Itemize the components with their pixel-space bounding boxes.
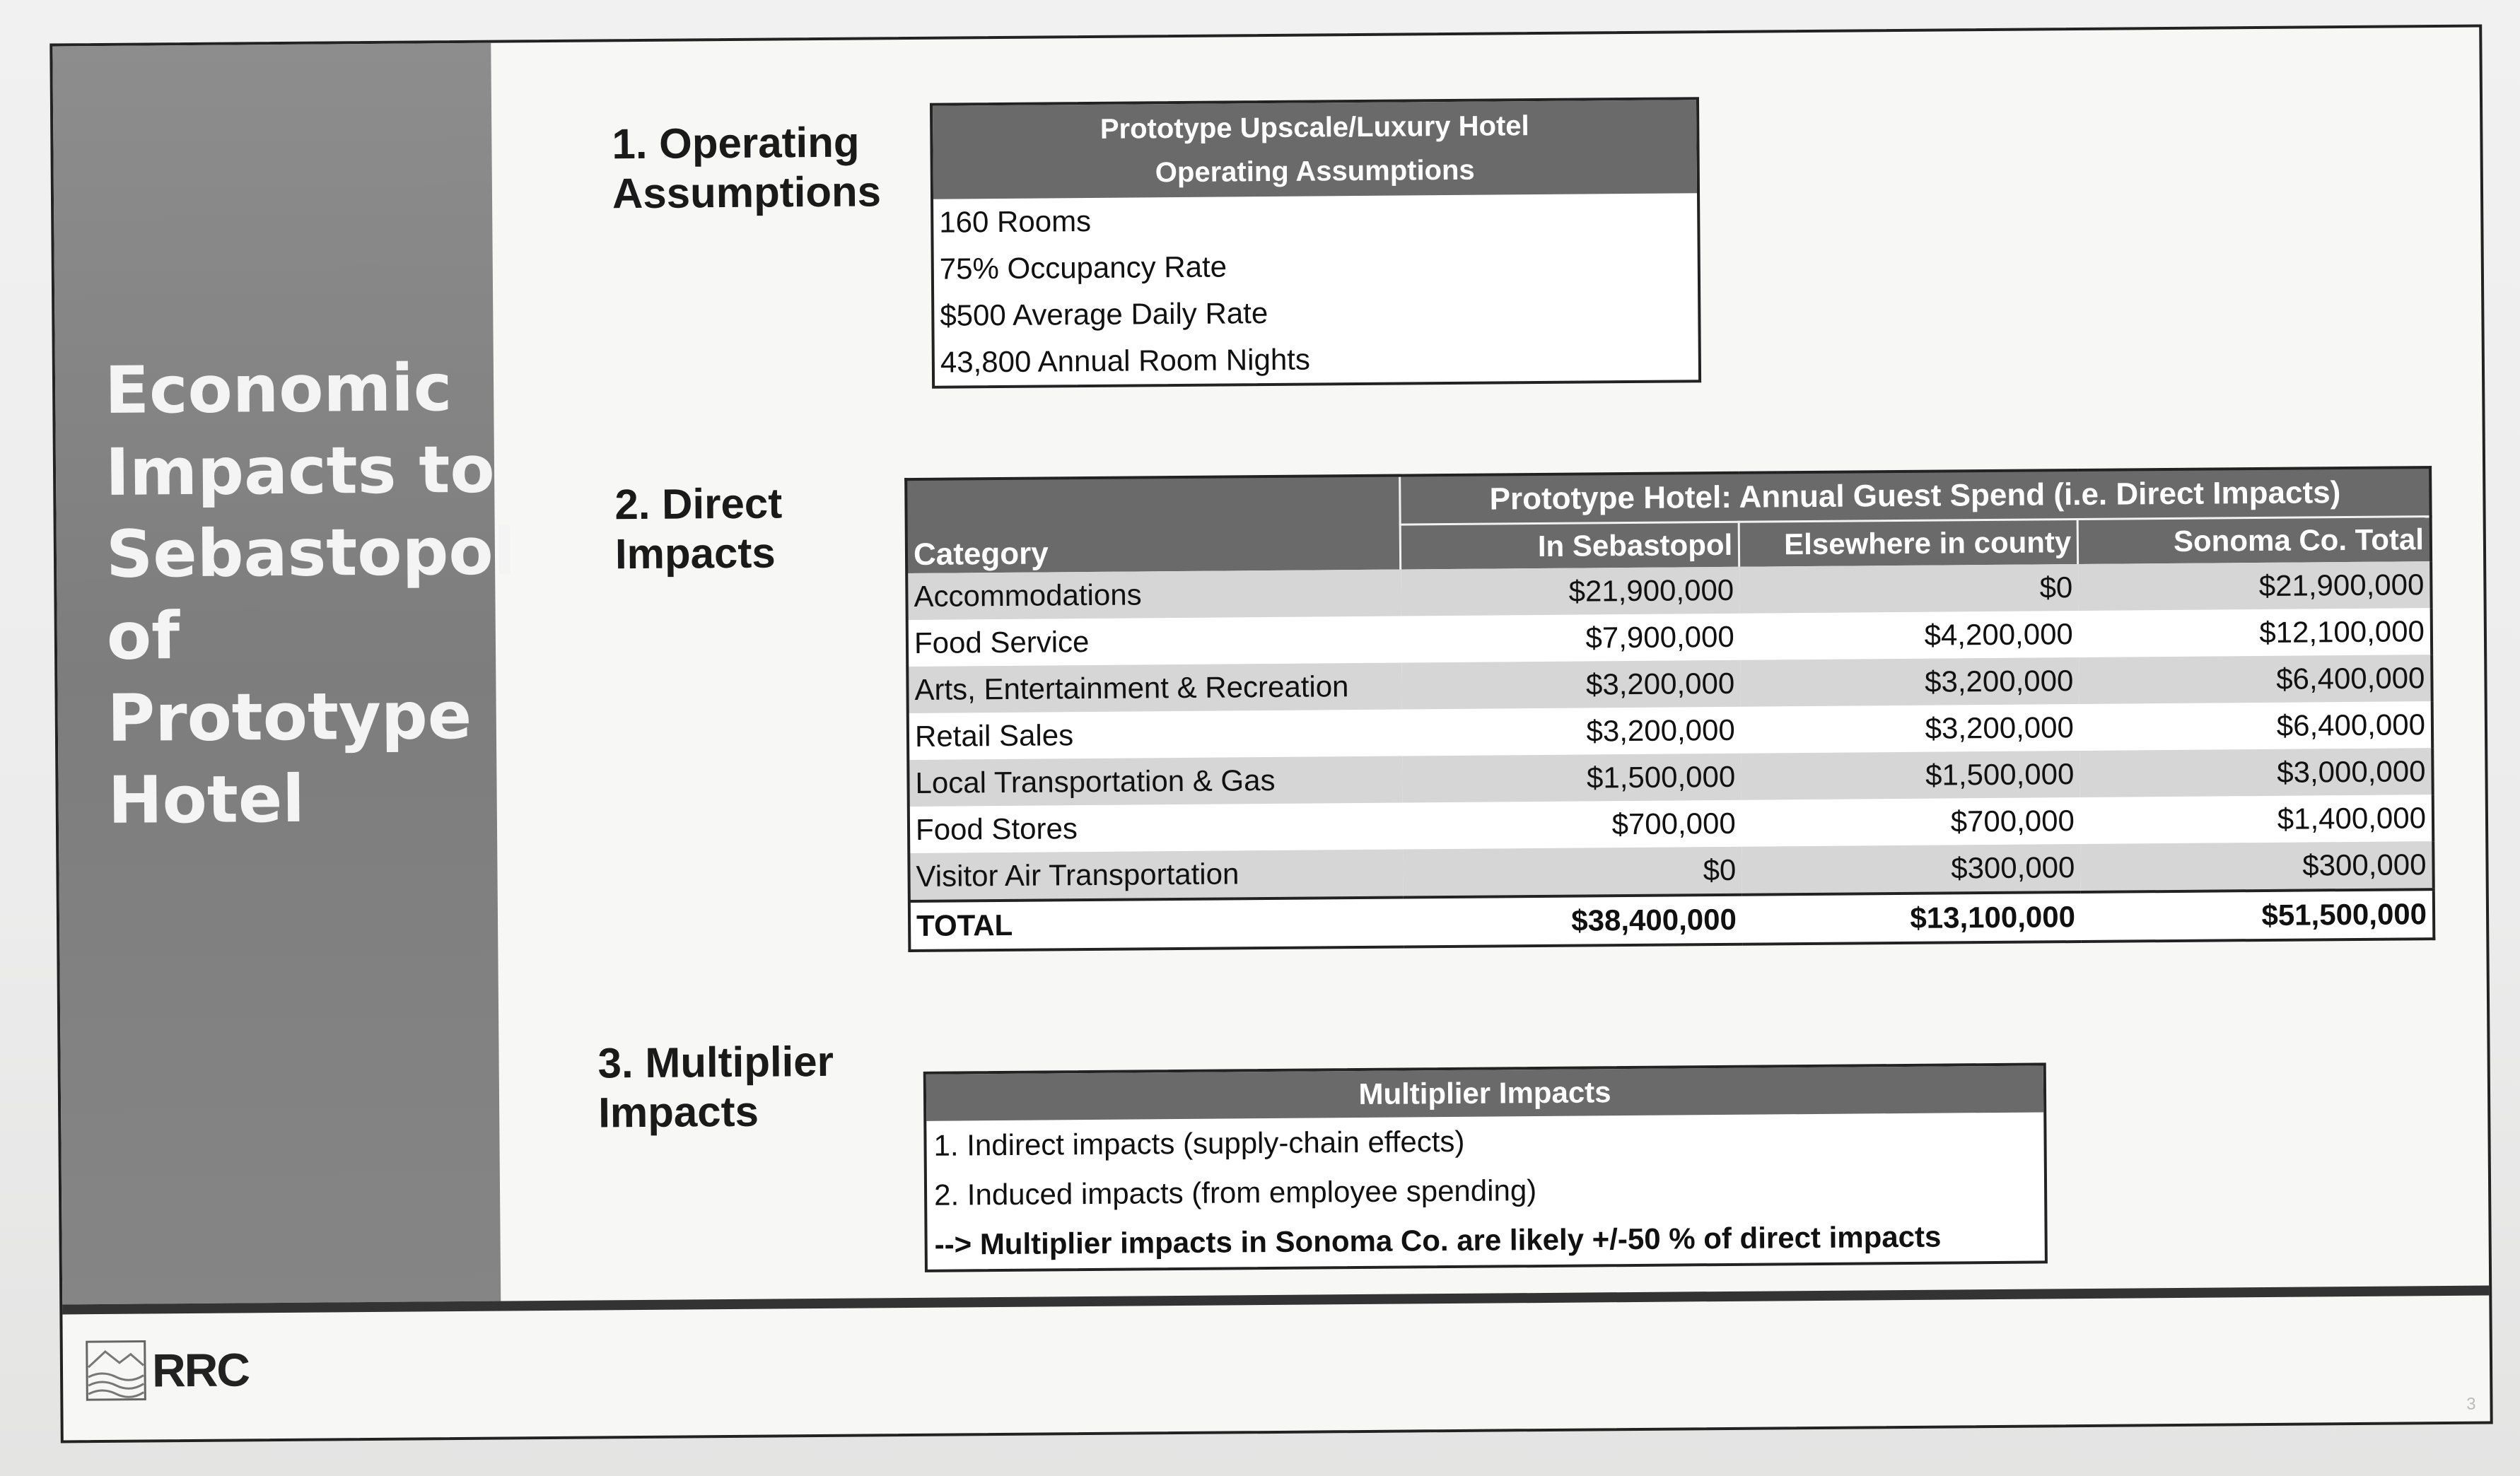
cell-value: $6,400,000 [2276, 708, 2426, 742]
column-header-total: Sonoma Co. Total [2078, 517, 2432, 564]
slide-title: Economic Impacts to Sebastopol of Prototype Hotel [104, 350, 516, 838]
section-operating-assumptions: 1. Operating Assumptions [612, 118, 882, 218]
cell-value: $300,000 [2080, 841, 2434, 892]
cell-category: Accommodations [906, 570, 1401, 620]
cell-value: $6,400,000 [2079, 655, 2432, 704]
page-number: 3 [2466, 1394, 2476, 1414]
cell-total-label: TOTAL [909, 898, 1404, 951]
cell-value: $21,900,000 [1401, 567, 1740, 616]
cell-value: $0 [1739, 564, 2079, 614]
cell-value: $3,000,000 [2079, 748, 2433, 797]
operating-table-header: Prototype Upscale/Luxury Hotel Operating Assumptions [933, 100, 1697, 199]
cell-total-value: $51,500,000 [2081, 889, 2434, 942]
operating-row: $500 Average Daily Rate [940, 296, 1268, 332]
multiplier-row: 1. Indirect impacts (supply-chain effects) [933, 1124, 1465, 1162]
cell-value: $7,900,000 [1585, 619, 1734, 655]
operating-row: 43,800 Annual Room Nights [940, 342, 1311, 379]
column-header-elsewhere: Elsewhere in county [1739, 520, 2078, 567]
cell-value: $1,500,000 [1741, 751, 2080, 800]
section-direct-impacts: 2. Direct Impacts [614, 479, 783, 578]
cell-value: $21,900,000 [2078, 561, 2432, 611]
mountain-logo-icon [84, 1339, 148, 1403]
multiplier-note-row: --> Multiplier impacts in Sonoma Co. are likely +/-50 % of direct impacts [934, 1219, 1942, 1261]
sidebar [52, 43, 516, 1305]
cell-value: $4,200,000 [1924, 617, 2073, 652]
cell-value: $700,000 [1950, 804, 2075, 838]
direct-impacts-table [904, 466, 2435, 952]
cell-value: $3,200,000 [1586, 713, 1735, 748]
multiplier-table-header: Multiplier Impacts [926, 1065, 2043, 1120]
cell-total-value: $13,100,000 [1742, 892, 2082, 944]
cell-category: Food Stores [915, 812, 1078, 846]
slide [49, 25, 2492, 1443]
cell-category: Local Transportation & Gas [908, 756, 1402, 807]
section-multiplier-impacts: 3. Multiplier Impacts [597, 1037, 834, 1137]
cell-category: Arts, Entertainment & Recreation [907, 663, 1401, 713]
cell-value: $700,000 [1611, 806, 1736, 841]
operating-row: 160 Rooms [939, 204, 1092, 239]
cell-value: $0 [1403, 847, 1742, 898]
column-header-sebastopol: In Sebastopol [1400, 522, 1739, 569]
operating-row: 75% Occupancy Rate [939, 250, 1227, 286]
multiplier-row: 2. Induced impacts (from employee spending) [933, 1173, 1537, 1212]
span-header: Prototype Hotel: Annual Guest Spend (i.e. Direct Impacts) [1400, 467, 2431, 525]
cell-value: $3,200,000 [1740, 657, 2079, 707]
cell-value: $1,400,000 [2277, 801, 2427, 836]
cell-value: $12,100,000 [2259, 614, 2425, 650]
cell-value: $3,200,000 [1401, 660, 1741, 710]
cell-value: $1,500,000 [1402, 754, 1742, 803]
cell-value: $300,000 [1742, 844, 2081, 895]
rrc-logo [84, 1334, 250, 1406]
cell-category: Visitor Air Transportation [909, 850, 1403, 901]
cell-value: $3,200,000 [1925, 710, 2075, 745]
operating-assumptions-table [930, 97, 1701, 389]
cell-category: Food Service [914, 625, 1090, 660]
logo-text: RRC [151, 1343, 250, 1397]
multiplier-impacts-table [923, 1062, 2048, 1272]
column-header-category: Category [906, 476, 1401, 573]
cell-category: Retail Sales [914, 718, 1074, 753]
cell-total-value: $38,400,000 [1403, 895, 1742, 947]
